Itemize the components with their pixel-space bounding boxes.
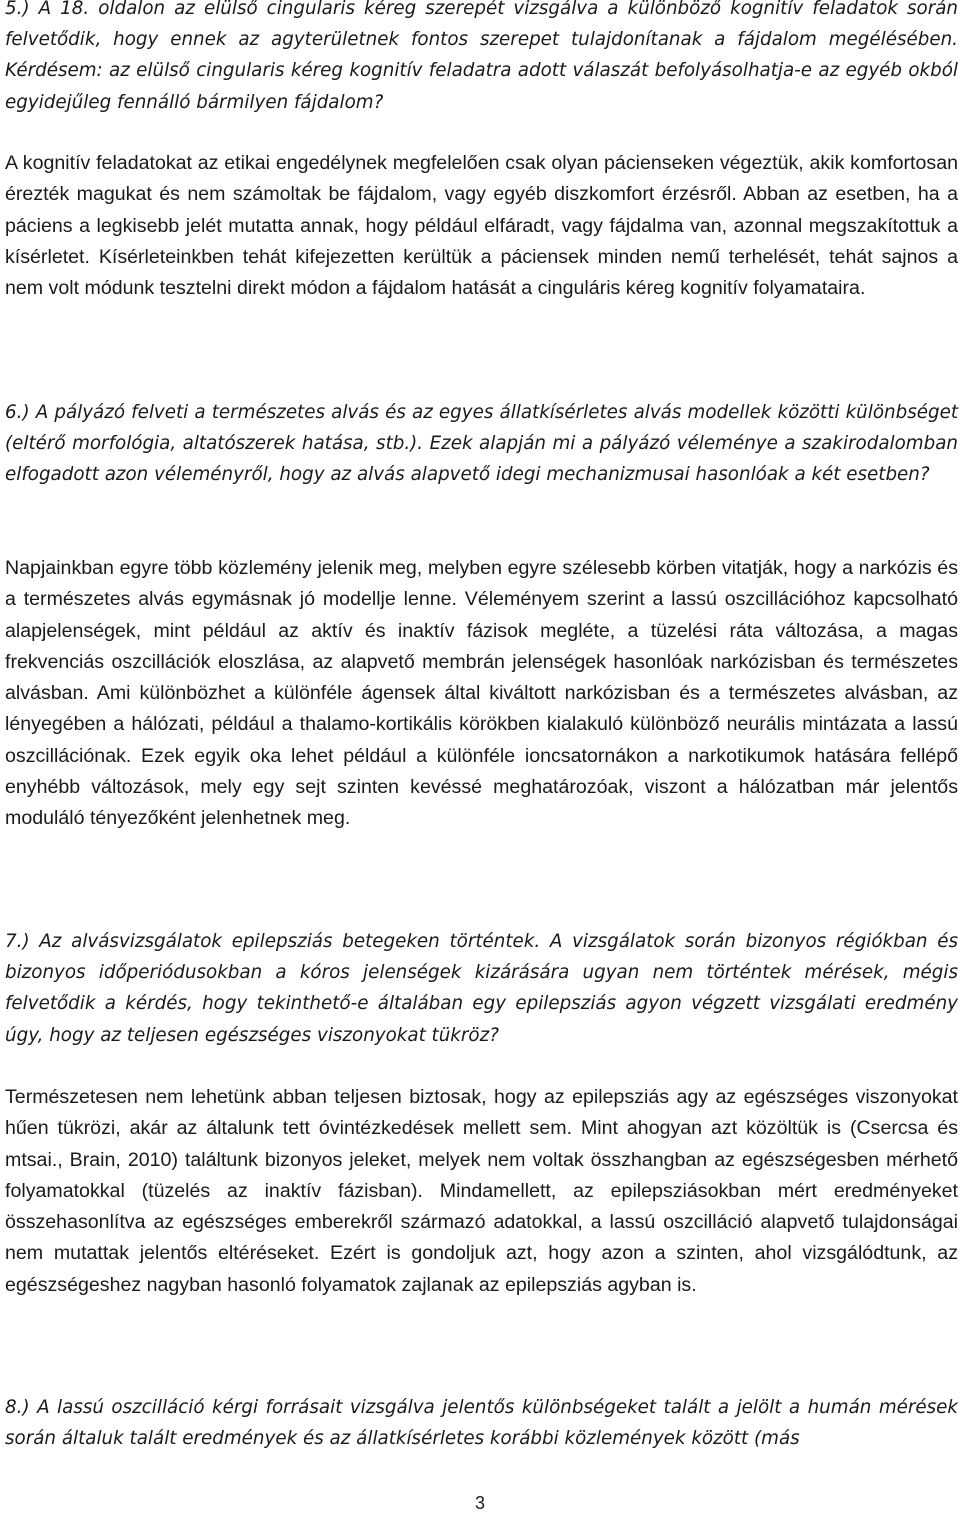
answer-text: A kognitív feladatokat az etikai engedélynek megfelelően csak olyan pácienseken végeztük, akik komfortosan érezték magukat és nem számoltak be fájdalom, vagy egyéb diszkomfort érzésről. Abban az esetben, ha a páciens a legkisebb jelét mutatta annak, hogy például elfáradt, vagy fájdalma van, azonnal megszakítottuk a kísérletet. Kísérleteinkben tehát kifejezetten kerültük a páciensek minden nemű terhelését, tehát sajnos a nem volt módunk tesztelni direkt módon a fájdalom hatását a cinguláris kéreg kognitív folyamataira. bbox=[5, 152, 958, 300]
question-7 bbox=[5, 926, 958, 1051]
question-number: 6.) bbox=[5, 402, 30, 423]
question-number: 8.) bbox=[5, 1397, 30, 1418]
question-text: Az alvásvizsgálatok epilepsziás betegeken történtek. A vizsgálatok során bizonyos régiókban és bizonyos időperiódusokban a kóros jelenségek kizárására ugyan nem történtek mérések, mégis felvetődik a kérdés, hogy tekinthető-e általában egy epilepsziás agyon végzett vizsgálati eredmény úgy, hogy az teljesen egészséges viszonyokat tükröz? bbox=[5, 931, 958, 1046]
question-text: A lassú oszcilláció kérgi forrásait vizsgálva jelentős különbségeket talált a jelölt a humán mérések során általuk talált eredmények és az állatkísérletes korábbi közlemények között (más bbox=[5, 1397, 959, 1450]
answer-text: Napjainkban egyre több közlemény jelenik meg, melyben egyre szélesebb körben vitatják, hogy a narkózis és a természetes alvás egymásnak jó modellje lenne. Véleményem szerint a lassú oszcillációhoz kapcsolható alapjelenségek, mint például az aktív és inaktív fázisok megléte, a tüzelési ráta változása, a magas frekvenciás oszcillációk eloszlása, az alapvető membrán jelenségek hasonlóak narkózisban és természetes alvásban. Ami különbözhet a különféle ágensek által kiváltott narkózisban és a természetes alvásban, az lényegében a hálózati, például a thalamo-kortikális körökben kialakuló különböző neurális mintázata a lassú oszcillációnak. Ezek egyik oka lehet például a különféle ioncsatornákon a narkotikumok hatására fellépő enyhébb változások, mely egy sejt szinten kevéssé meghatározóak, viszont a hálózatban már jelentős moduláló tényezőként jelenhetnek meg. bbox=[5, 557, 958, 830]
answer-5 bbox=[5, 148, 958, 304]
answer-6 bbox=[5, 553, 958, 835]
answer-7 bbox=[5, 1082, 958, 1301]
question-5 bbox=[5, 0, 958, 118]
question-number: 5.) A 18. bbox=[5, 0, 90, 19]
question-6 bbox=[5, 397, 958, 491]
question-8 bbox=[5, 1392, 958, 1454]
page-number: 3 bbox=[474, 1493, 485, 1513]
question-text: oldalon az elülső cingularis kéreg szerepét vizsgálva a különböző kognitív feladatok során felvetődik, hogy ennek az agyterületnek fontos szerepet tulajdonítanak a fájdalom megélésében. Kérdésem: az elülső cingularis kéreg kognitív feladatra adott válaszát befolyásolhatja-e az egyéb okból egyidejűleg fennálló bármilyen fájdalom? bbox=[5, 0, 958, 113]
question-text: A pályázó felveti a természetes alvás és az egyes állatkísérletes alvás modellek közötti különbséget (eltérő morfológia, altatószerek hatása, stb.). Ezek alapján mi a pályázó véleménye a szakirodalomban elfogadott azon véleményről, hogy az alvás alapvető idegi mechanizmusai hasonlóak a két esetben? bbox=[5, 402, 959, 486]
answer-text: Természetesen nem lehetünk abban teljesen biztosak, hogy az epilepsziás agy az egészséges viszonyokat hűen tükrözi, akár az általunk tett óvintézkedések mellett sem. Mint ahogyan azt közöltük is (Csercsa és mtsai., Brain, 2010) találtunk bizonyos jeleket, melyek nem voltak összhangban az egészségesben mérhető folyamatokkal (tüzelés az inaktív fázisban). Mindamellett, az epilepsziásokban mért eredményeket összehasonlítva az egészséges emberekről származó adatokkal, a lassú oszcilláció alapvető tulajdonságai nem mutattak jelentős eltéréseket. Ezért is gondoljuk azt, hogy azon a szinten, ahol vizsgálódtunk, az egészségeshez nagyban hasonló folyamatok zajlanak az epilepsziás agyban is. bbox=[5, 1086, 958, 1296]
question-number: 7.) bbox=[5, 931, 30, 952]
